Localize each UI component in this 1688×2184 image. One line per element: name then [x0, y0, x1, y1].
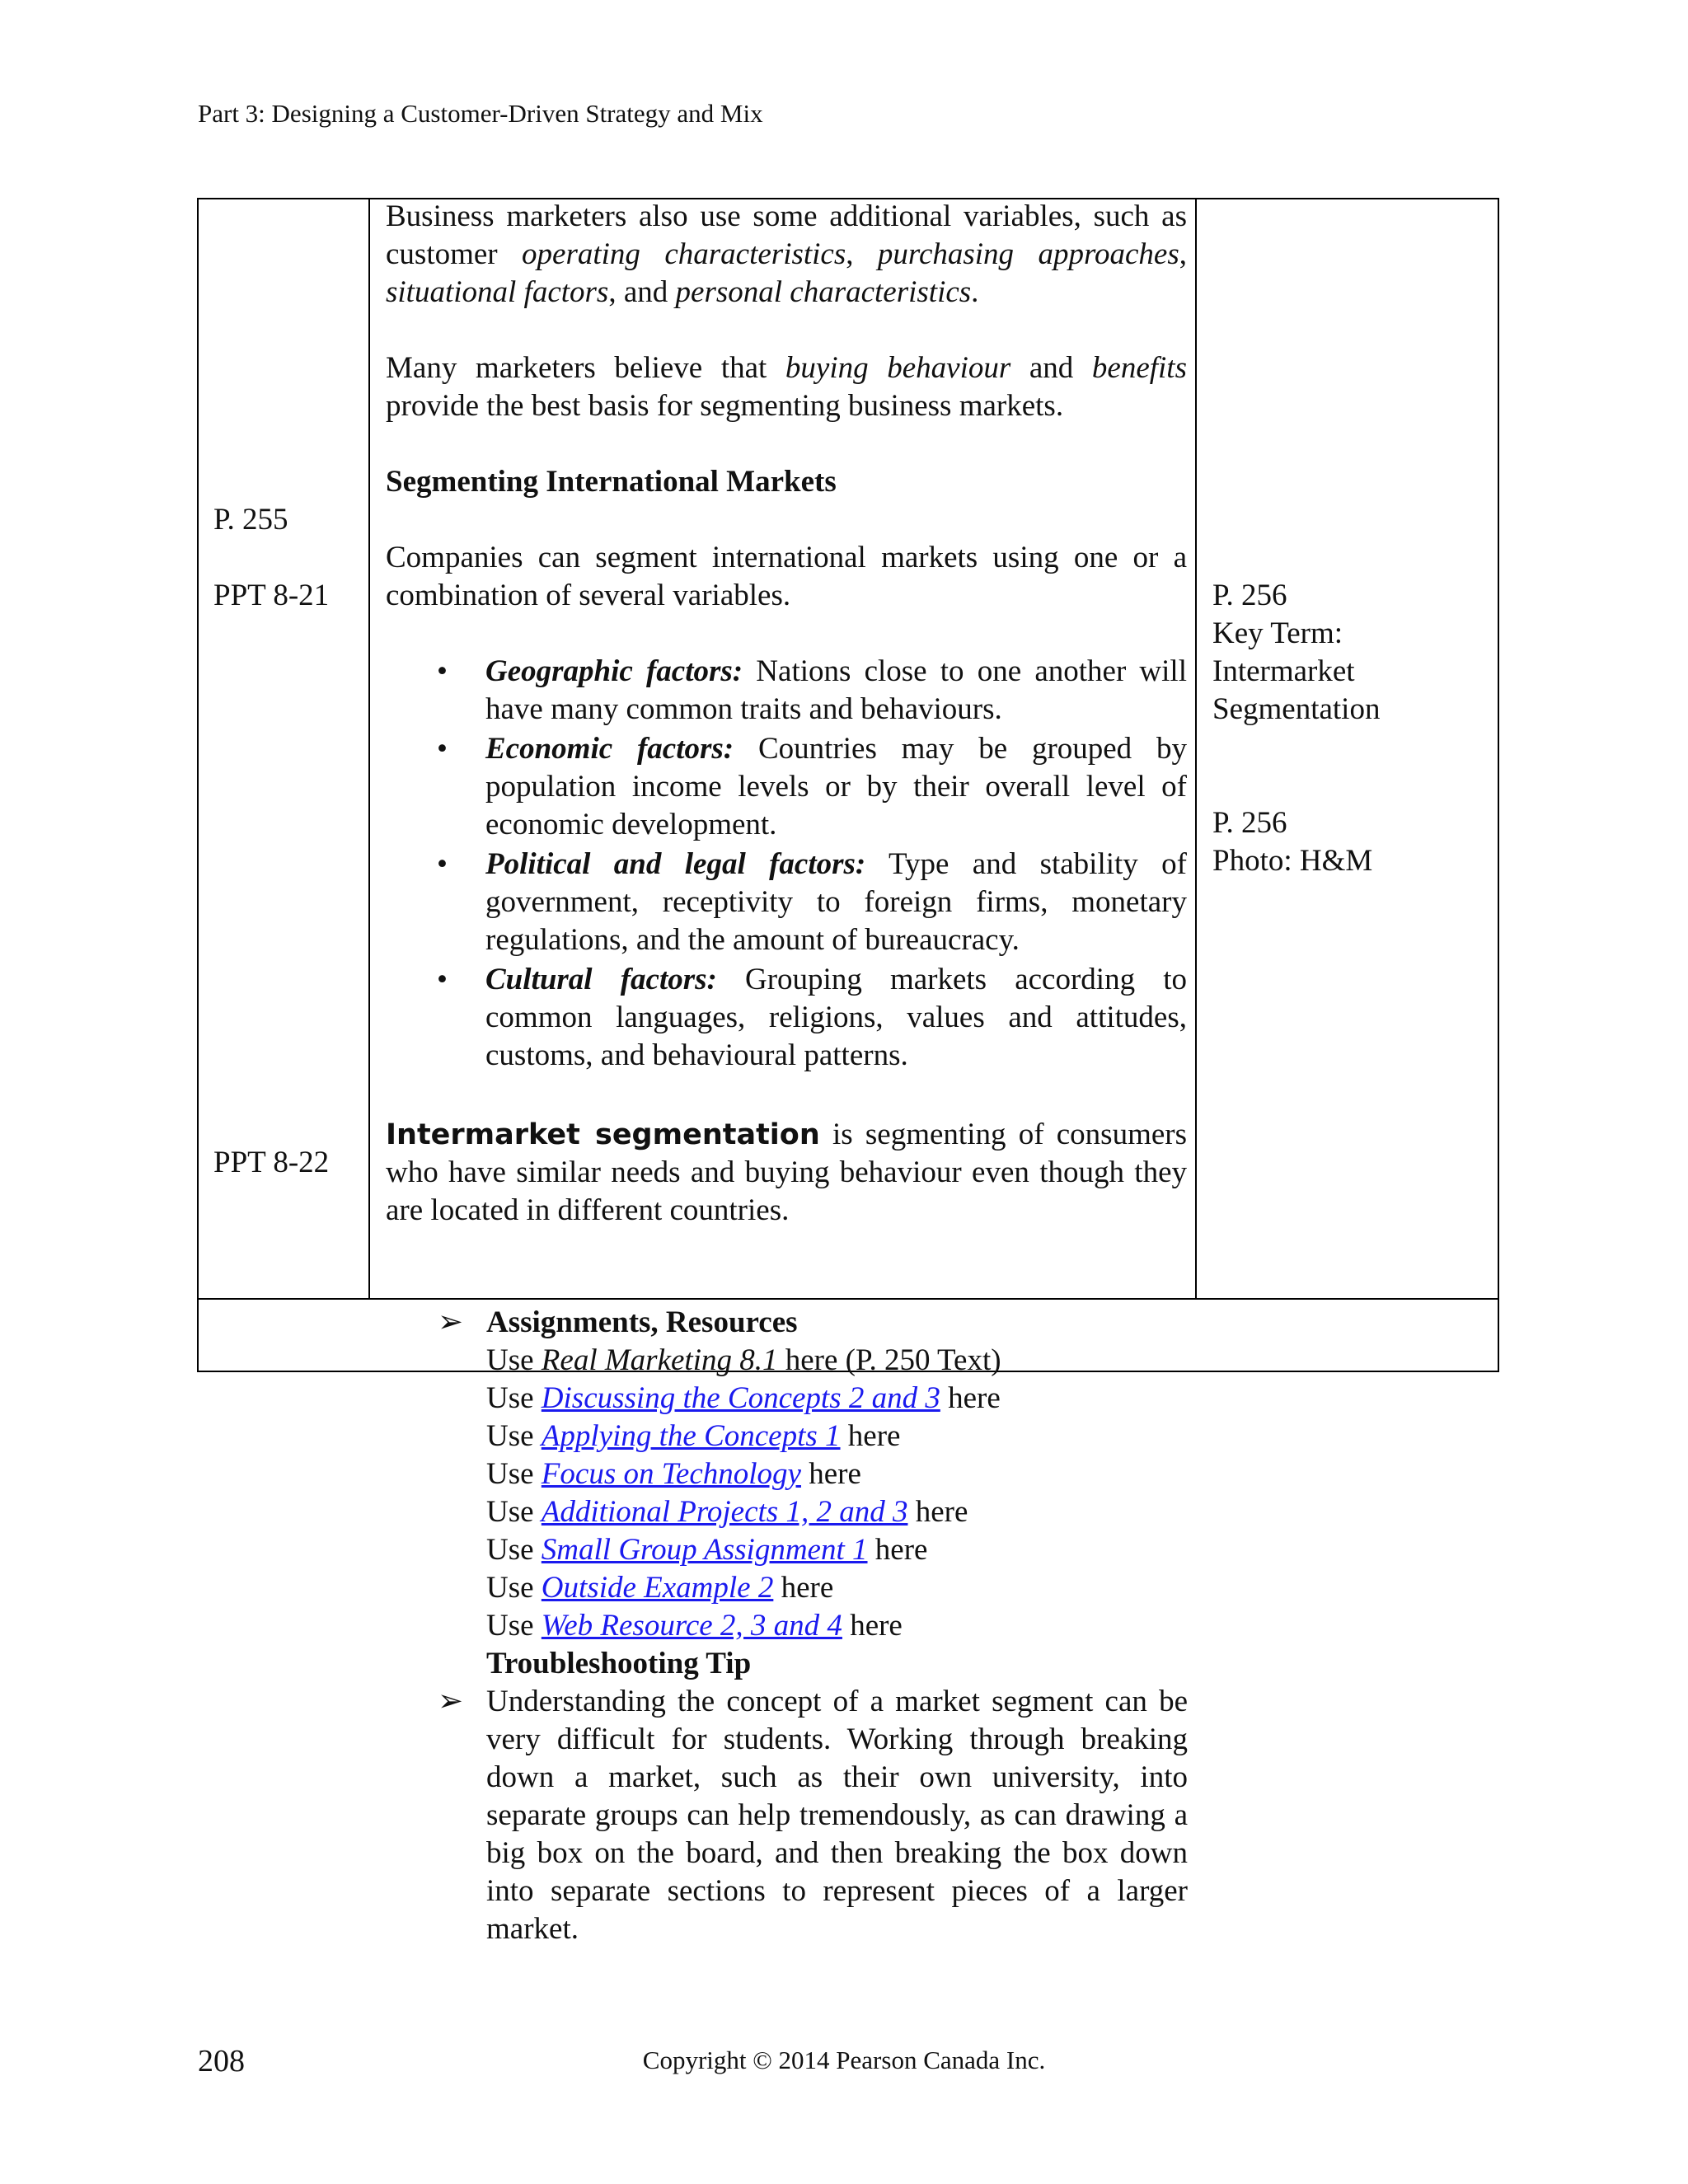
ppt-ref-8-22: PPT 8-22 — [213, 1146, 330, 1179]
text: here — [840, 1419, 901, 1453]
assignments-title: Assignments, Resources — [486, 1305, 798, 1339]
text: here — [842, 1609, 903, 1643]
bullet-label: Political and legal factors: — [485, 847, 866, 881]
paragraph-intermarket — [386, 1116, 1187, 1230]
troubleshooting-block — [438, 1683, 1188, 1948]
page-ref-255: P. 255 — [213, 503, 288, 537]
bullet-text: Nations close to one another will have many common traits and behaviours. — [485, 654, 1187, 726]
bullet-text: Countries may be grouped by population income levels or by their overall level of economic development. — [485, 732, 1188, 841]
bullet-label: Economic factors: — [485, 732, 734, 766]
text: Use — [486, 1609, 542, 1643]
column-divider-left — [368, 199, 370, 1300]
text: Business marketers also use some additional variables, such as customer — [386, 199, 1187, 271]
text: Use — [486, 1457, 542, 1491]
assignments-section — [438, 1304, 1188, 1948]
italic-term: benefits — [1091, 351, 1187, 385]
link-discussing-concepts[interactable]: Discussing the Concepts 2 and 3 — [541, 1381, 940, 1415]
main-column — [386, 198, 1187, 1230]
text: is segmenting of consumers who have similar needs and buying behaviour even though they are located in different countries. — [386, 1118, 1188, 1227]
page-header: Part 3: Designing a Customer-Driven Strategy and Mix — [198, 99, 763, 128]
note-line: Intermarket — [1212, 654, 1355, 688]
arrow-bullet-icon: ➢ — [438, 1685, 464, 1718]
text: . — [971, 275, 979, 309]
link-focus-technology[interactable]: Focus on Technology — [541, 1457, 801, 1491]
bullet-text: Grouping markets according to common languages, religions, values and attitudes, customs, and behavioural patterns. — [485, 963, 1188, 1072]
note-line: Photo: H&M — [1212, 844, 1373, 878]
list-item — [386, 730, 1187, 844]
link-applying-concepts[interactable]: Applying the Concepts 1 — [541, 1419, 841, 1453]
bullet-label: Cultural factors: — [485, 963, 717, 996]
text: here — [867, 1533, 928, 1567]
bullet-label: Geographic factors: — [485, 654, 743, 688]
copyright: Copyright © 2014 Pearson Canada Inc. — [642, 2046, 1046, 2074]
italic-term: buying behaviour — [785, 351, 1011, 385]
text: , — [846, 237, 878, 271]
bullet-icon: • — [437, 654, 448, 688]
text: Use — [486, 1381, 542, 1415]
paragraph-international: Companies can segment international markets using one or a combination of several variables. — [386, 541, 1187, 612]
margin-note-photo — [1212, 804, 1493, 880]
page-number: 208 — [198, 2044, 245, 2079]
text: , and — [608, 275, 676, 309]
factor-list — [386, 653, 1187, 1075]
link-outside-example[interactable]: Outside Example 2 — [541, 1571, 774, 1605]
italic-term: Real Marketing 8.1 — [541, 1343, 778, 1377]
bullet-icon: • — [437, 732, 448, 766]
list-item — [486, 1455, 1188, 1493]
key-term: Intermarket segmentation — [386, 1118, 820, 1151]
paragraph-business-variables — [386, 198, 1187, 312]
bullet-text: Type and stability of government, receptivity to foreign firms, monetary regulations, and the amount of bureaucracy. — [485, 847, 1187, 957]
italic-term: situational factors — [386, 275, 609, 309]
assignments-block — [438, 1304, 1188, 1683]
list-item — [386, 653, 1187, 729]
note-line: P. 256 — [1212, 806, 1287, 840]
text: Many marketers believe that — [386, 351, 785, 385]
note-line: P. 256 — [1212, 579, 1287, 612]
lecture-outline-table — [197, 198, 1499, 1946]
link-additional-projects[interactable]: Additional Projects 1, 2 and 3 — [541, 1495, 908, 1529]
list-item — [486, 1342, 1188, 1380]
text: here (P. 250 Text) — [777, 1343, 1001, 1377]
ppt-ref-8-21: PPT 8-21 — [213, 579, 330, 612]
italic-term: purchasing approaches — [877, 237, 1179, 271]
text: and — [1010, 351, 1092, 385]
text: Use — [486, 1533, 542, 1567]
note-line: Segmentation — [1212, 692, 1381, 726]
troubleshooting-title: Troubleshooting Tip — [486, 1647, 752, 1680]
note-line: Key Term: — [1212, 616, 1343, 650]
list-item — [486, 1418, 1188, 1455]
list-item — [486, 1493, 1188, 1531]
bullet-icon: • — [437, 963, 448, 996]
list-item — [486, 1569, 1188, 1607]
link-web-resource[interactable]: Web Resource 2, 3 and 4 — [541, 1609, 842, 1643]
text: here — [773, 1571, 834, 1605]
troubleshooting-text: Understanding the concept of a market segment can be very difficult for students. Working through breaking down a market, such as their own university, into separate groups can help tremendously, as can drawing a big box on the board, and then breaking the box down into separate sections to represent pieces of a larger market. — [486, 1685, 1188, 1946]
text: provide the best basis for segmenting business markets. — [386, 389, 1064, 423]
link-small-group-assignment[interactable]: Small Group Assignment 1 — [541, 1533, 868, 1567]
text: here — [907, 1495, 968, 1529]
text: here — [940, 1381, 1001, 1415]
text: Use — [486, 1571, 542, 1605]
bullet-icon: • — [437, 847, 448, 881]
paragraph-buying-behaviour — [386, 349, 1187, 425]
list-item — [486, 1531, 1188, 1569]
text: Use — [486, 1419, 542, 1453]
text: Use — [486, 1495, 542, 1529]
list-item — [486, 1607, 1188, 1645]
row-divider — [199, 1298, 1498, 1300]
margin-note-key-term — [1212, 577, 1493, 729]
italic-term: operating characteristics — [522, 237, 846, 271]
section-heading: Segmenting International Markets — [386, 465, 837, 499]
column-divider-right — [1195, 199, 1197, 1300]
text: Use — [486, 1343, 542, 1377]
italic-term: personal characteristics — [675, 275, 972, 309]
list-item — [386, 846, 1187, 959]
list-item — [386, 961, 1187, 1075]
text: here — [800, 1457, 861, 1491]
arrow-bullet-icon: ➢ — [438, 1305, 464, 1339]
text: , — [1179, 237, 1187, 271]
list-item — [486, 1380, 1188, 1418]
